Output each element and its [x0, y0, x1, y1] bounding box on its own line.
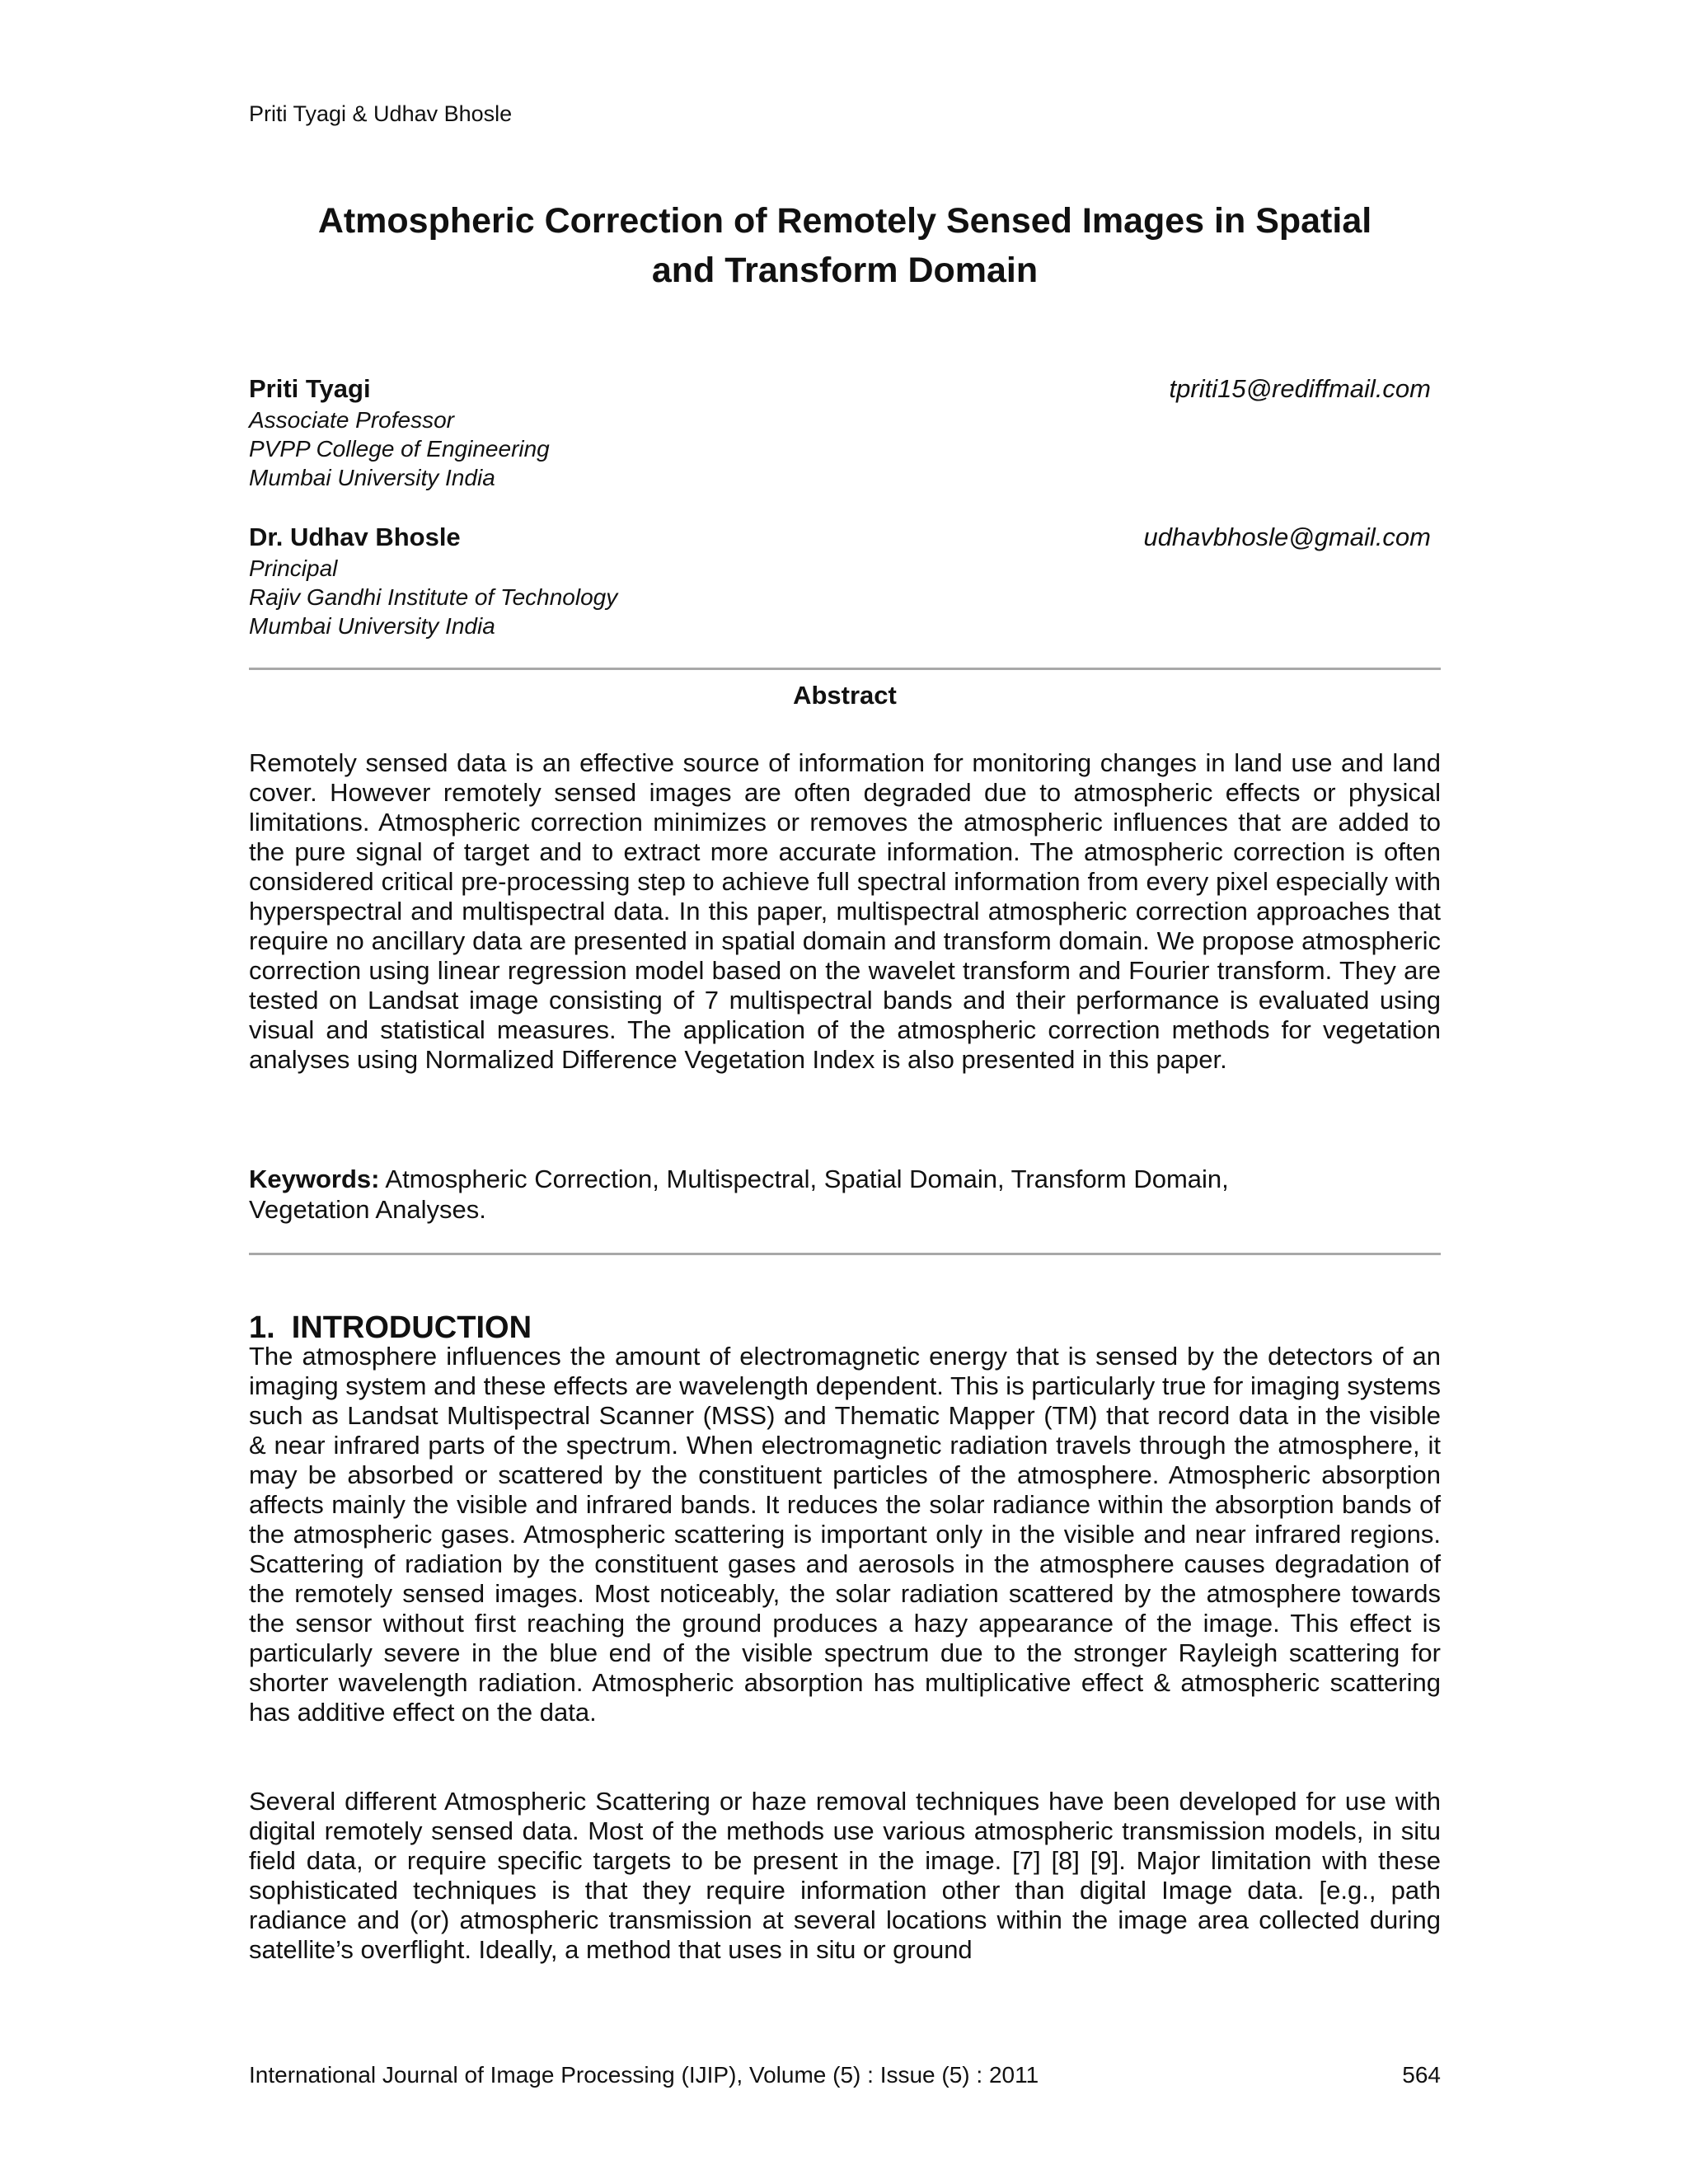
author-position: Associate Professor: [249, 407, 454, 433]
author-university: Mumbai University India: [249, 465, 495, 490]
abstract-heading: Abstract: [793, 681, 897, 710]
section-title: INTRODUCTION: [291, 1310, 532, 1345]
paper-title-line-2: and Transform Domain: [651, 251, 1039, 290]
divider-top: [249, 668, 1441, 670]
divider-bottom: [249, 1253, 1441, 1255]
paper-title-line-1: Atmospheric Correction of Remotely Sensed Images in Spatial: [317, 201, 1372, 241]
section-number: 1.: [249, 1310, 275, 1345]
author-position: Principal: [249, 555, 338, 581]
author-email: udhavbhosle@gmail.com: [1143, 523, 1431, 551]
author-block-1: [249, 373, 1441, 492]
author-university: Mumbai University India: [249, 613, 495, 639]
keywords: [249, 1164, 1441, 1225]
page-footer: [249, 2060, 1441, 2090]
abstract-text: Remotely sensed data is an effective source of information for monitoring changes in land use and land cover. However remotely sensed images are often degraded due to atmospheric effects or physical limitations. Atmospheric correction minimizes or removes the atmospheric influences that are added to the pure signal of target and to extract more accurate information. The atmospheric correction is often considered critical pre-processing step to achieve full spectral information from every pixel especially with hyperspectral and multispectral data. In this paper, multispectral atmospheric correction approaches that require no ancillary data are presented in spatial domain and transform domain. We propose atmospheric correction using linear regression model based on the wavelet transform and Fourier transform. They are tested on Landsat image consisting of 7 multispectral bands and their performance is evaluated using visual and statistical measures. The application of the atmospheric correction methods for vegetation analyses using Normalized Difference Vegetation Index is also presented in this paper.: [249, 748, 1441, 1074]
author-affiliation: [249, 554, 1441, 640]
paper-title: [249, 196, 1441, 295]
author-name: Dr. Udhav Bhosle: [249, 523, 461, 551]
author-name: Priti Tyagi: [249, 374, 371, 403]
author-email: tpriti15@rediffmail.com: [1169, 374, 1431, 403]
author-institution: PVPP College of Engineering: [249, 436, 550, 462]
author-institution: Rajiv Gandhi Institute of Technology: [249, 584, 618, 610]
keywords-list-1: Atmospheric Correction, Multispectral, Spatial Domain, Transform Domain,: [385, 1165, 1229, 1193]
running-header: Priti Tyagi & Udhav Bhosle: [249, 101, 513, 126]
journal-citation: International Journal of Image Processing (IJIP), Volume (5) : Issue (5) : 2011: [249, 2062, 1039, 2088]
author-affiliation: [249, 405, 1441, 492]
keywords-label: Keywords:: [249, 1165, 380, 1193]
page-number: 564: [1402, 2062, 1441, 2088]
intro-paragraph-1: The atmosphere influences the amount of electromagnetic energy that is sensed by the detectors of an imaging system and these effects are wavelength dependent. This is particularly true for imaging systems such as Landsat Multispectral Scanner (MSS) and Thematic Mapper (TM) that record data in the visible & near infrared parts of the spectrum. When electromagnetic radiation travels through the atmosphere, it may be absorbed or scattered by the constituent particles of the atmosphere. Atmospheric absorption affects mainly the visible and infrared bands. It reduces the solar radiance within the absorption bands of the atmospheric gases. Atmospheric scattering is important only in the visible and near infrared regions. Scattering of radiation by the constituent gases and aerosols in the atmosphere causes degradation of the remotely sensed images. Most noticeably, the solar radiation scattered by the atmosphere towards the sensor without first reaching the ground produces a hazy appearance of the image. This effect is particularly severe in the blue end of the visible spectrum due to the stronger Rayleigh scattering for shorter wavelength radiation. Atmospheric absorption has multiplicative effect & atmospheric scattering has additive effect on the data.: [249, 1342, 1441, 1727]
intro-paragraph-2: Several different Atmospheric Scattering or haze removal techniques have been developed for use with digital remotely sensed data. Most of the methods use various atmospheric transmission models, in situ field data, or require specific targets to be present in the image. [7] [8] [9]. Major limitation with these sophisticated techniques is that they require information other than digital Image data. [e.g., path radiance and (or) atmospheric transmission at several locations within the image area collected during satellite’s overflight. Ideally, a method that uses in situ or ground: [249, 1787, 1441, 1964]
keywords-list-2: Vegetation Analyses.: [249, 1195, 486, 1224]
author-block-2: [249, 521, 1441, 640]
